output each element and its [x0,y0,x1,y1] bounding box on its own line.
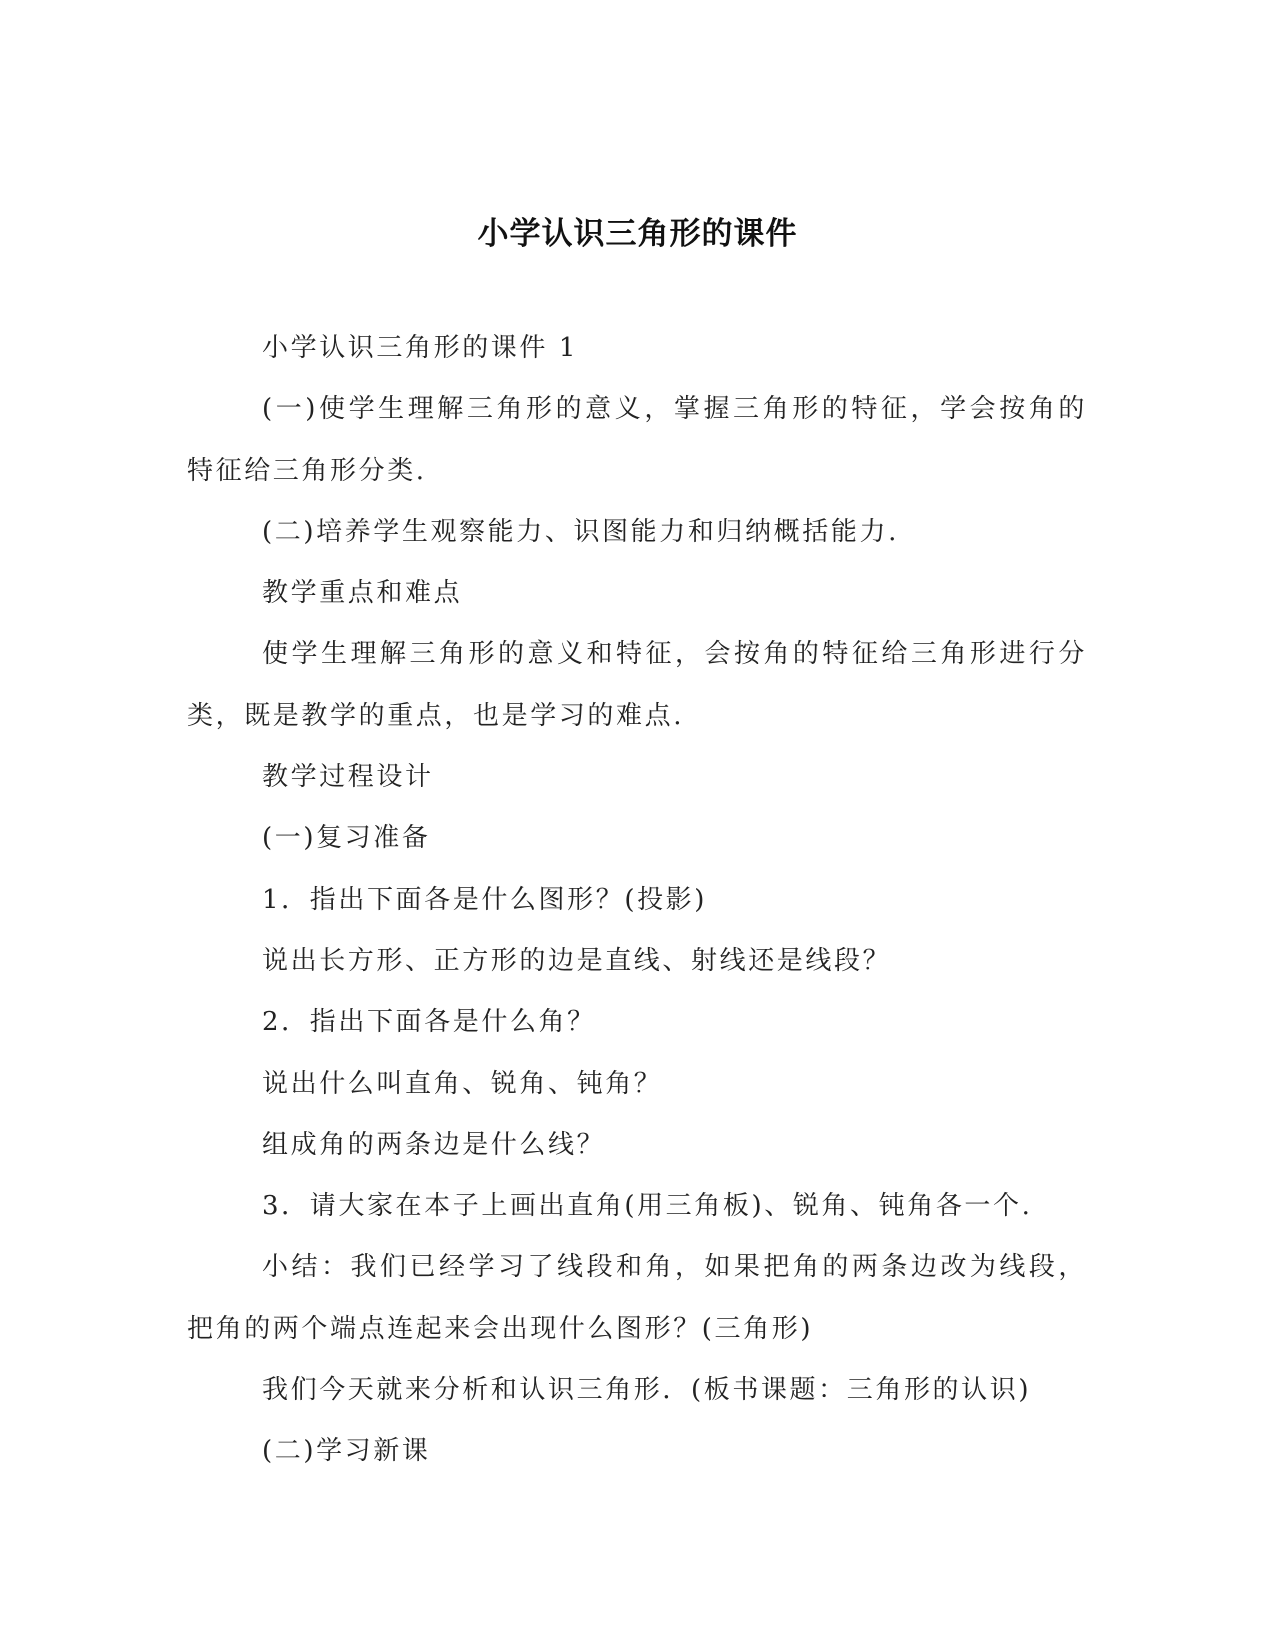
summary-paragraph: 小结：我们已经学习了线段和角，如果把角的两条边改为线段，把角的两个端点连起来会出现什么图形？(三角形) [187,1252,1087,1344]
section-heading-key-points: 教学重点和难点 [262,578,463,609]
review-item-1-question: 说出长方形、正方形的边是直线、射线还是线段？ [262,945,892,976]
subtitle-paragraph: 小学认识三角形的课件 1 [262,333,579,363]
section-heading-review: (一)复习准备 [262,823,431,854]
document-body [187,318,1087,1483]
section-heading-new-lesson: (二)学习新课 [262,1436,431,1467]
introduction-paragraph: 我们今天就来分析和认识三角形．(板书课题：三角形的认识) [262,1375,1032,1406]
review-item-2: 2．指出下面各是什么角？ [262,1007,596,1038]
objective-1-paragraph: (一)使学生理解三角形的意义，掌握三角形的特征，学会按角的特征给三角形分类. [187,394,1087,486]
document-title: 小学认识三角形的课件 [477,216,798,252]
review-item-3: 3．请大家在本子上画出直角(用三角板)、锐角、钝角各一个. [262,1191,1033,1222]
review-item-2-question-b: 组成角的两条边是什么线？ [262,1129,606,1160]
objective-2-paragraph: (二)培养学生观察能力、识图能力和归纳概括能力. [262,516,899,547]
review-item-1: 1．指出下面各是什么图形？(投影) [262,884,708,915]
review-item-2-question-a: 说出什么叫直角、锐角、钝角？ [262,1068,663,1099]
key-points-paragraph: 使学生理解三角形的意义和特征，会按角的特征给三角形进行分类，既是教学的重点，也是学习的难点. [187,639,1087,731]
section-heading-process: 教学过程设计 [262,762,434,793]
